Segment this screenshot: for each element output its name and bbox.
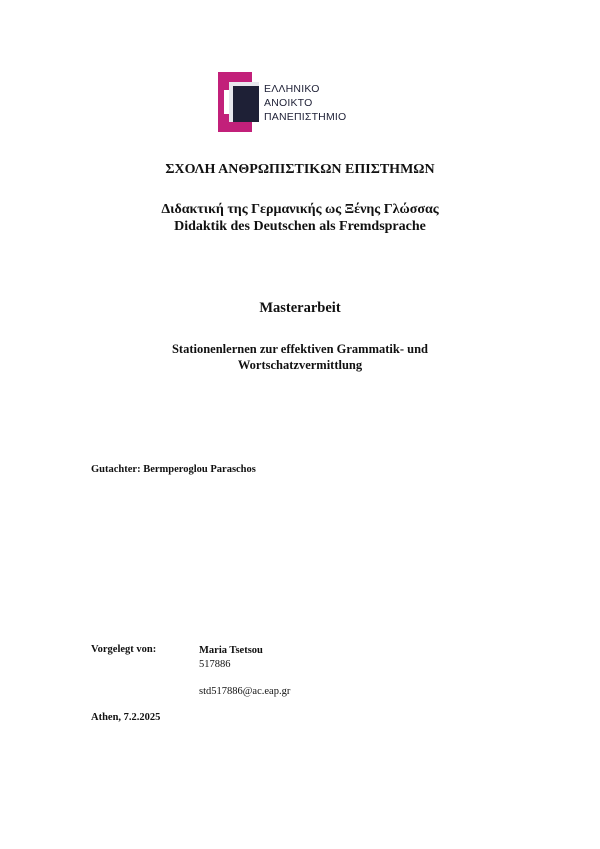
eap-logo-icon [218,70,262,134]
university-name [264,82,346,124]
submitted-by-label: Vorgelegt von: [91,644,157,655]
university-logo [218,70,378,134]
thesis-title-line-2: Wortschatzvermittlung [237,358,363,372]
student-id: 517886 [199,659,231,670]
author-name: Maria Tsetsou [199,645,263,656]
program-name [0,201,600,235]
logo-line-1: ΕΛΛΗΝΙΚΟ [264,83,320,95]
logo-line-3: ΠΑΝΕΠΙΣΤΗΜΙΟ [264,111,347,123]
school-name: ΣΧΟΛΗ ΑΝΘΡΩΠΙΣΤΙΚΩΝ ΕΠΙΣΤΗΜΩΝ [165,162,435,177]
document-type: Masterarbeit [259,300,341,316]
program-greek: Διδακτική της Γερμανικής ως Ξένης Γλώσσας [161,202,439,217]
place-date: Athen, 7.2.2025 [91,712,161,723]
program-german: Didaktik des Deutschen als Fremdsprache [174,219,426,234]
author-email: std517886@ac.eap.gr [199,686,291,697]
thesis-title [0,341,600,373]
logo-line-2: ΑΝΟΙΚΤΟ [264,97,313,109]
thesis-title-line-1: Stationenlernen zur effektiven Grammatik- und [171,342,428,356]
author-block [199,644,263,672]
reviewer: Gutachter: Bermperoglou Paraschos [91,464,256,475]
